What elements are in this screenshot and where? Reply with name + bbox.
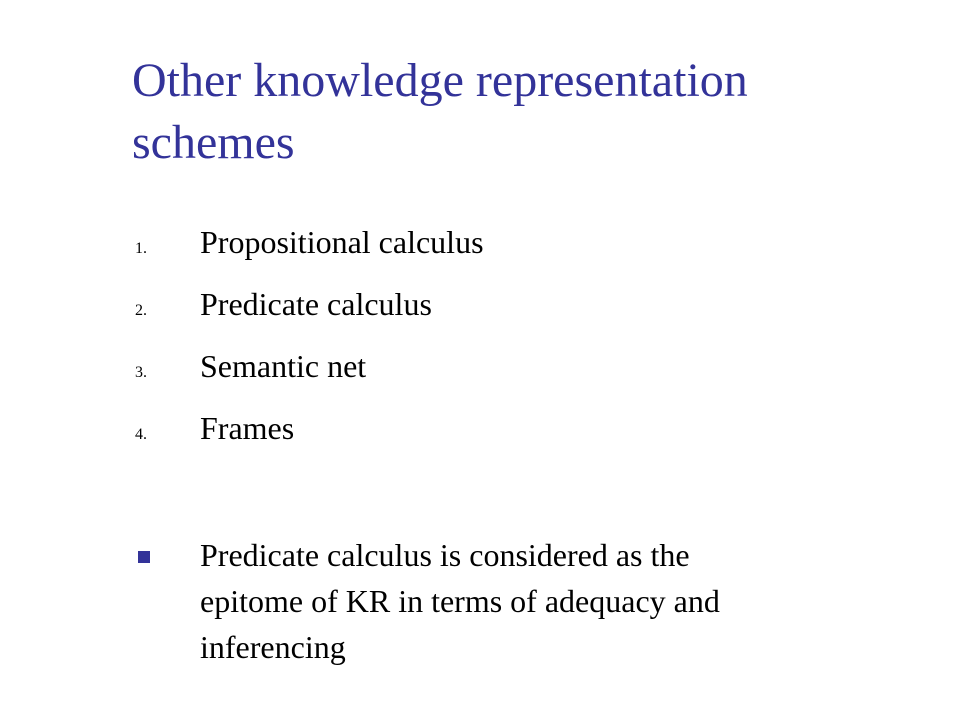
list-item-number: 1.: [135, 240, 147, 257]
list-item: [0, 408, 960, 470]
list-item: [0, 284, 960, 346]
numbered-list: [0, 222, 960, 470]
list-item-number: 2.: [135, 302, 147, 319]
list-item-text: Predicate calculus: [200, 286, 432, 322]
bullet-line-1: Predicate calculus is considered as the: [200, 537, 690, 573]
list-item-text: Semantic net: [200, 348, 367, 384]
title-line-1: Other knowledge representation: [132, 54, 748, 107]
slide-title: [132, 50, 892, 174]
list-item-text: Frames: [200, 410, 295, 446]
list-item-text: Propositional calculus: [200, 224, 484, 260]
list-item-number: 3.: [135, 364, 147, 381]
bullet-line-2: epitome of KR in terms of adequacy and: [200, 583, 720, 619]
title-line-2: schemes: [132, 116, 295, 169]
list-item: [0, 346, 960, 408]
bullet-line-3: inferencing: [200, 629, 346, 665]
list-item: [0, 222, 960, 284]
bullet-text: [200, 532, 900, 670]
square-bullet-icon: [138, 551, 150, 563]
list-item-number: 4.: [135, 426, 147, 443]
